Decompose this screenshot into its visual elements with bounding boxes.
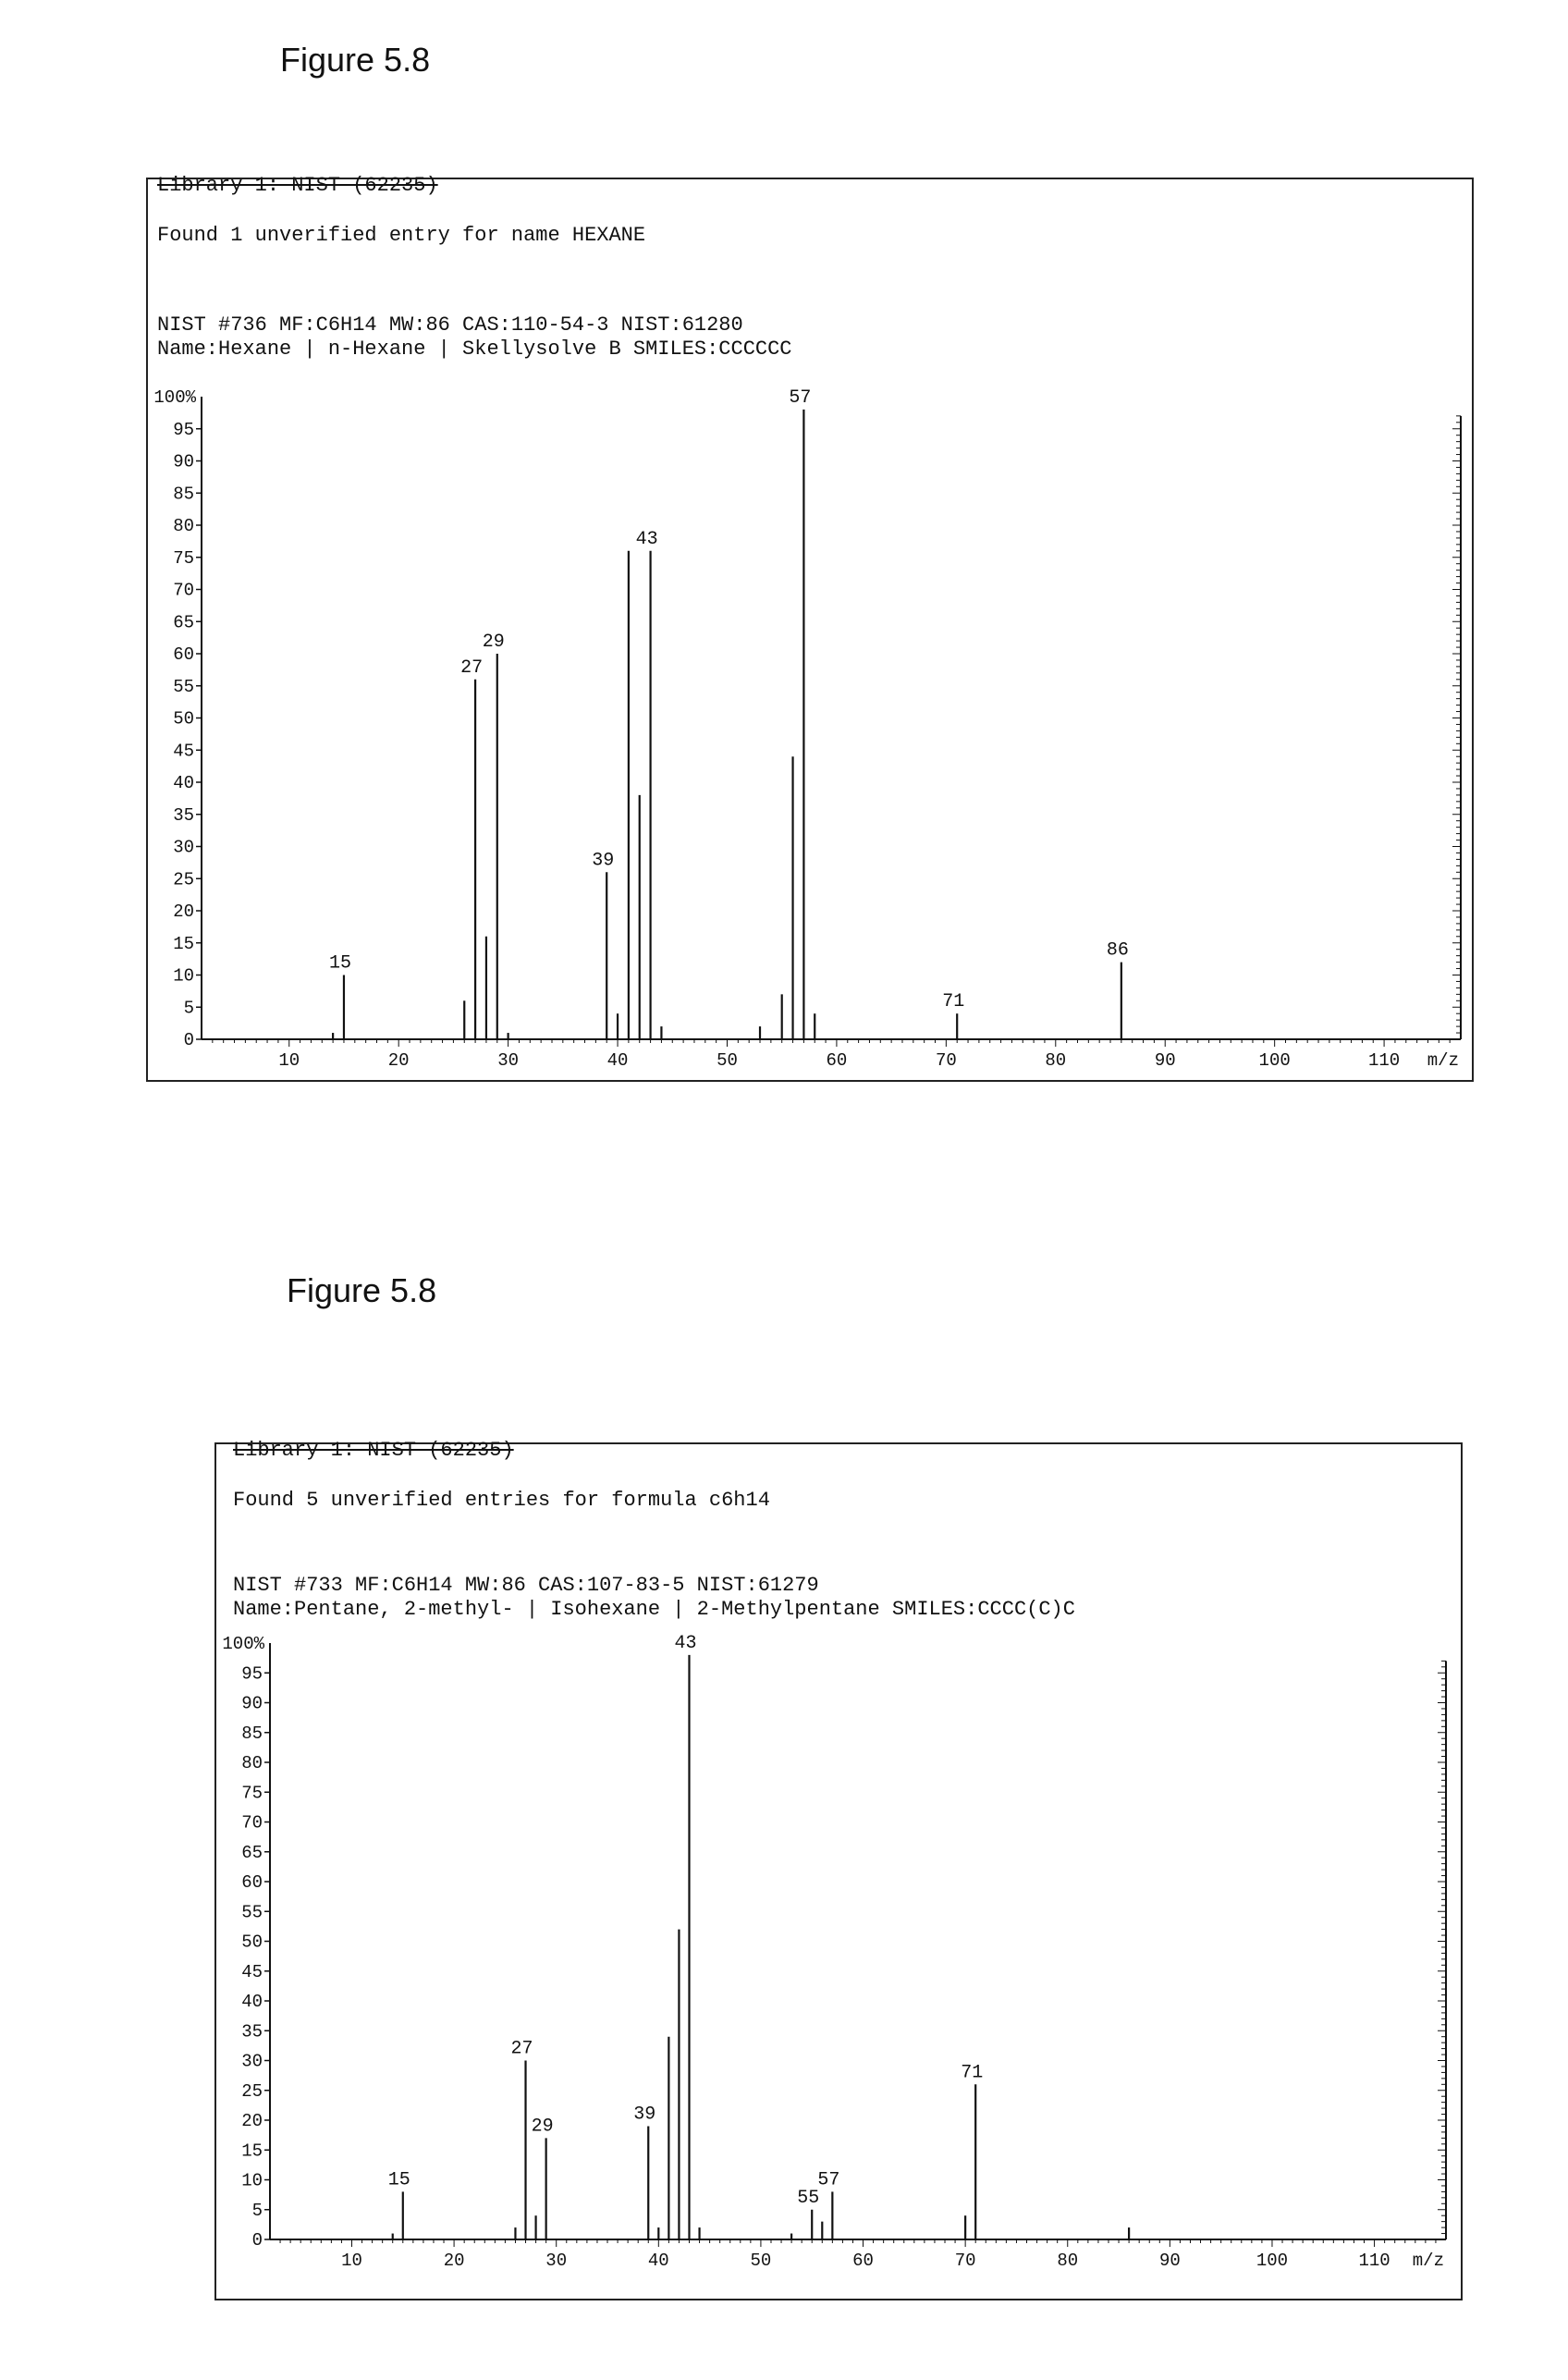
y-tick-label: 30 (241, 2051, 263, 2072)
x-tick-label: 90 (1158, 2251, 1181, 2271)
y-tick-label: 35 (241, 2021, 263, 2043)
spectrum-panel (146, 174, 1474, 1082)
x-tick-label: 20 (443, 2251, 465, 2271)
y-tick-label: 30 (173, 837, 194, 858)
y-tick-label: 10 (241, 2170, 263, 2191)
y-tick-label: 5 (183, 998, 194, 1019)
x-tick-label: 90 (1154, 1050, 1176, 1071)
x-tick-label: 40 (647, 2251, 669, 2271)
y-tick-label: 0 (251, 2230, 263, 2251)
peak-label: 29 (531, 2116, 554, 2138)
x-axis-label: m/z (1412, 2251, 1444, 2271)
x-tick-label: 110 (1367, 1050, 1401, 1071)
y-tick-label: 90 (173, 451, 194, 472)
peak-label: 43 (674, 1632, 697, 1654)
y-tick-label: 90 (241, 1693, 263, 1714)
y-tick-label: 15 (241, 2141, 263, 2162)
x-tick-label: 40 (606, 1050, 629, 1071)
spectrum-panel (214, 1439, 1463, 2300)
x-tick-label: 60 (826, 1050, 848, 1071)
x-tick-label: 20 (387, 1050, 410, 1071)
figure-caption: Figure 5.8 (287, 1271, 437, 1309)
x-tick-label: 80 (1057, 2251, 1079, 2271)
y-tick-label: 5 (251, 2200, 263, 2221)
y-tick-label: 60 (241, 1872, 263, 1893)
y-tick-label: 20 (173, 902, 194, 922)
y-tick-label: 80 (241, 1753, 263, 1773)
y-tick-label: 95 (173, 419, 194, 440)
mass-spectrum-chart (216, 1444, 1464, 2302)
peak-label: 27 (460, 656, 484, 679)
y-tick-label: 50 (173, 708, 194, 730)
x-tick-label: 100 (1258, 1050, 1291, 1071)
y-tick-label: 55 (241, 1902, 263, 1923)
entry-info-text: NIST #733 MF:C6H14 MW:86 CAS:107-83-5 NIST:61279 (233, 1574, 819, 1597)
y-tick-label: 10 (173, 965, 194, 987)
x-tick-label: 60 (852, 2251, 874, 2271)
y-tick-label: 80 (173, 516, 194, 536)
x-tick-label: 50 (750, 2251, 772, 2271)
search-result-text: Found 1 unverified entry for name HEXANE (157, 224, 646, 247)
y-tick-label: 70 (241, 1812, 263, 1834)
x-axis-label: m/z (1427, 1050, 1459, 1071)
y-tick-label: 85 (241, 1723, 263, 1744)
mass-spectrum-chart (148, 179, 1476, 1084)
y-tick-label: 0 (183, 1030, 194, 1050)
y-tick-label: 40 (173, 773, 194, 793)
x-tick-label: 110 (1358, 2251, 1390, 2271)
peak-label: 71 (961, 2062, 984, 2084)
y-tick-label: 60 (173, 644, 194, 665)
peak-label: 39 (633, 2104, 656, 2126)
y-tick-label: 65 (173, 612, 194, 633)
library-label: Library 1: NIST (62235) (157, 174, 438, 197)
y-tick-label: 40 (241, 1992, 263, 2012)
y-tick-label: 25 (241, 2080, 263, 2102)
peak-label: 57 (789, 386, 812, 409)
y-tick-label: 65 (241, 1842, 263, 1863)
peak-label: 71 (942, 991, 965, 1013)
x-tick-label: 30 (497, 1050, 520, 1071)
y-tick-label: 50 (241, 1932, 263, 1953)
x-tick-label: 50 (717, 1050, 738, 1071)
library-label: Library 1: NIST (62235) (233, 1439, 514, 1462)
y-tick-label: 45 (173, 741, 194, 762)
x-tick-label: 100 (1256, 2251, 1289, 2271)
x-tick-label: 70 (954, 2251, 976, 2271)
figure-caption: Figure 5.8 (280, 41, 431, 79)
peak-label: 15 (387, 2169, 410, 2191)
x-tick-label: 10 (341, 2251, 362, 2271)
compound-name-text: Name:Pentane, 2-methyl- | Isohexane | 2-Methylpentane SMILES:CCCC(C)C (233, 1598, 1075, 1621)
peak-label: 57 (817, 2169, 840, 2191)
search-result-text: Found 5 unverified entries for formula c6h14 (233, 1489, 770, 1512)
y-tick-label: 95 (241, 1663, 263, 1685)
y-tick-label: 75 (241, 1783, 263, 1804)
y-tick-label: 15 (173, 933, 194, 954)
y-tick-label: 20 (241, 2111, 263, 2131)
compound-name-text: Name:Hexane | n-Hexane | Skellysolve B SMILES:CCCCCC (157, 337, 792, 361)
y-tick-label: 85 (173, 484, 194, 505)
x-tick-label: 80 (1045, 1050, 1067, 1071)
entry-info-text: NIST #736 MF:C6H14 MW:86 CAS:110-54-3 NIST:61280 (157, 313, 743, 337)
x-tick-label: 70 (935, 1050, 957, 1071)
y-tick-label: 75 (173, 547, 194, 569)
peak-label: 27 (510, 2038, 533, 2060)
x-tick-label: 10 (278, 1050, 300, 1071)
y-top-label: 100% (153, 387, 196, 408)
peak-label: 43 (635, 528, 658, 550)
peak-label: 86 (1106, 939, 1129, 962)
y-tick-label: 45 (241, 1961, 263, 1982)
y-tick-label: 55 (173, 676, 194, 697)
peak-label: 39 (592, 850, 615, 872)
peak-label: 15 (328, 952, 351, 975)
x-tick-label: 30 (545, 2251, 568, 2271)
peak-label: 55 (797, 2187, 820, 2209)
y-tick-label: 25 (173, 869, 194, 890)
y-tick-label: 70 (173, 580, 194, 601)
peak-label: 29 (482, 632, 505, 653)
y-tick-label: 35 (173, 804, 194, 826)
y-top-label: 100% (222, 1634, 264, 1654)
